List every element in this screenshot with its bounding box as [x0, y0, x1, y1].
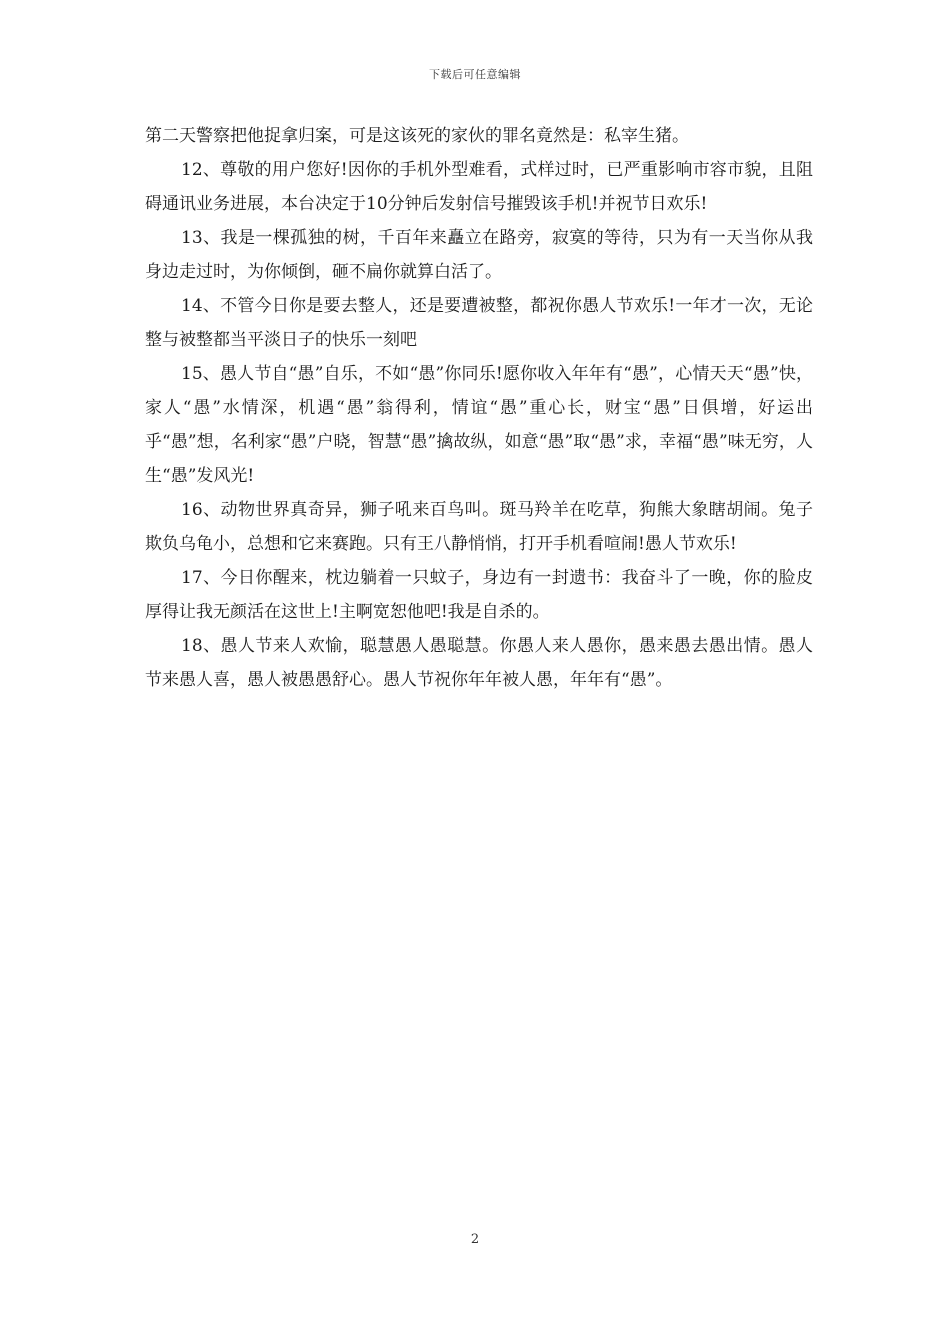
paragraph: 16、动物世界真奇异，狮子吼来百鸟叫。斑马羚羊在吃草，狗熊大象瞎胡闹。兔子欺负乌龟小，总想和它来赛跑。只有王八静悄悄，打开手机看喧闹!愚人节欢乐!	[145, 500, 813, 554]
page-header: 下载后可任意编辑	[429, 68, 521, 81]
document-body	[145, 119, 813, 697]
paragraph: 18、愚人节来人欢愉，聪慧愚人愚聪慧。你愚人来人愚你，愚来愚去愚出情。愚人节来愚人喜，愚人被愚愚舒心。愚人节祝你年年被人愚，年年有“愚”。	[145, 636, 813, 690]
paragraph: 15、愚人节自“愚”自乐，不如“愚”你同乐!愿你收入年年有“愚”，心情天天“愚”快，家人“愚”水情深，机遇“愚”翁得利，情谊“愚”重心长，财宝“愚”日俱增，好运出乎“愚”想，名利家“愚”户晓，智慧“愚”擒故纵，如意“愚”取“愚”求，幸福“愚”味无穷，人生“愚”发风光!	[145, 364, 813, 486]
paragraph: 13、我是一棵孤独的树，千百年来矗立在路旁，寂寞的等待，只为有一天当你从我身边走过时，为你倾倒，砸不扁你就算白活了。	[145, 228, 813, 282]
page-number: 2	[470, 1232, 480, 1247]
paragraph: 14、不管今日你是要去整人，还是要遭被整，都祝你愚人节欢乐!一年才一次，无论整与被整都当平淡日子的快乐一刻吧	[145, 296, 813, 350]
paragraph: 第二天警察把他捉拿归案，可是这该死的家伙的罪名竟然是：私宰生猪。	[145, 126, 689, 146]
paragraph: 17、今日你醒来，枕边躺着一只蚊子，身边有一封遗书：我奋斗了一晚，你的脸皮厚得让我无颜活在这世上!主啊宽恕他吧!我是自杀的。	[145, 568, 813, 622]
paragraph: 12、尊敬的用户您好!因你的手机外型难看，式样过时，已严重影响市容市貌，且阻碍通讯业务进展，本台决定于10分钟后发射信号摧毁该手机!并祝节日欢乐!	[145, 160, 813, 214]
